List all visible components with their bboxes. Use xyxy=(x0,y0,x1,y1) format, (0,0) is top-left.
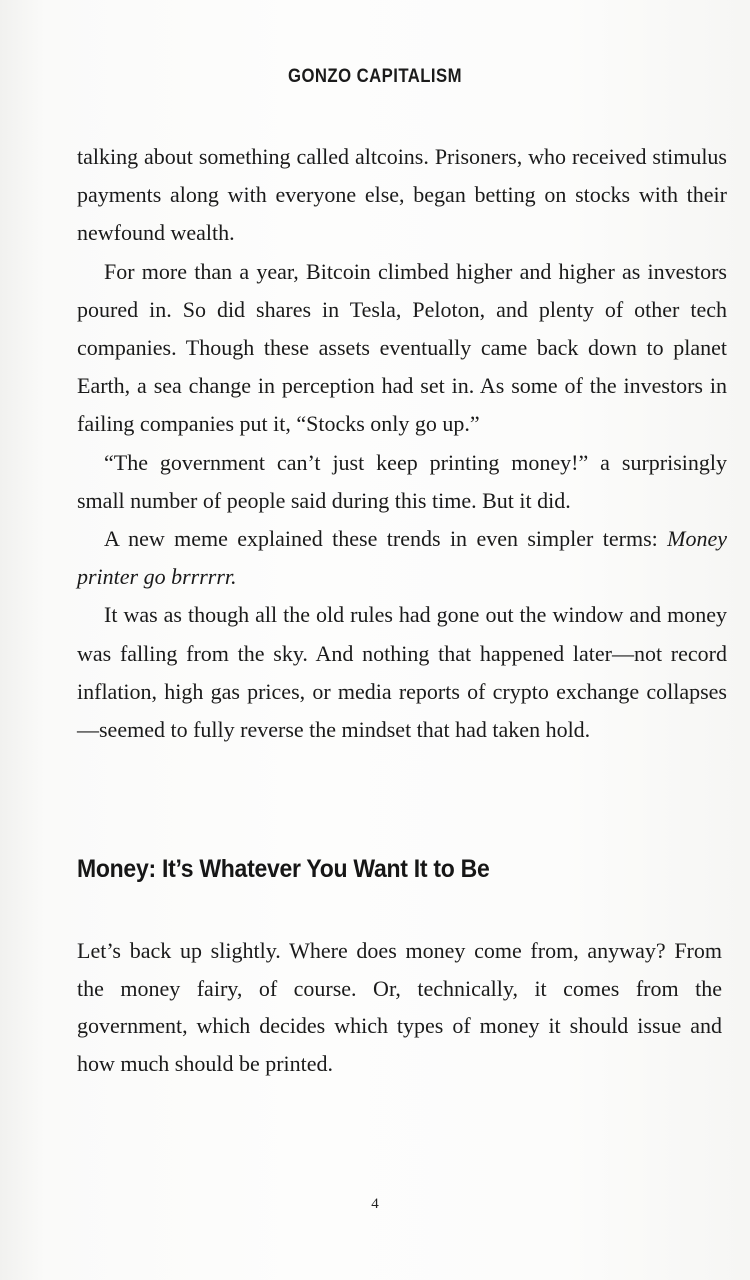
paragraph-bitcoin: For more than a year, Bitcoin climbed higher and higher as investors poured in. So did shares in Tesla, Peloton, and plenty of other tech companies. Though these assets eventually came back down to planet Earth, a sea change in perception had set in. As some of the investors in failing companies put it, “Stocks only go up.” xyxy=(77,258,727,437)
paragraph-old-rules: It was as though all the old rules had gone out the window and money was falling from the sky. And nothing that happened later—not record inflation, high gas prices, or media reports of crypto exchange collapses—seemed to fully reverse the mindset that had taken hold. xyxy=(77,602,727,743)
body-text xyxy=(77,138,727,749)
section-text xyxy=(77,932,722,1082)
paragraph-printing-money: “The government can’t just keep printing money!” a surprisingly small number of people said during this time. But it did. xyxy=(77,449,727,513)
meme-quote: Money printer go brrrrrr. xyxy=(77,526,728,590)
section-heading: Money: It’s Whatever You Want It to Be xyxy=(77,855,490,883)
meme-intro: A new meme explained these trends in even simpler terms: xyxy=(104,526,658,552)
page-number: 4 xyxy=(371,1196,379,1212)
paragraph-continued: talking about something called altcoins. Prisoners, who received stimulus payments along with everyone else, began betting on stocks with their newfound wealth. xyxy=(77,144,727,246)
paragraph-money-origin: Let’s back up slightly. Where does money come from, anyway? From the money fairy, of course. Or, technically, it comes from the government, which decides which types of money it should issue and how much should be printed. xyxy=(77,938,722,1076)
running-head: GONZO CAPITALISM xyxy=(288,66,462,87)
paragraph-meme xyxy=(77,520,727,596)
